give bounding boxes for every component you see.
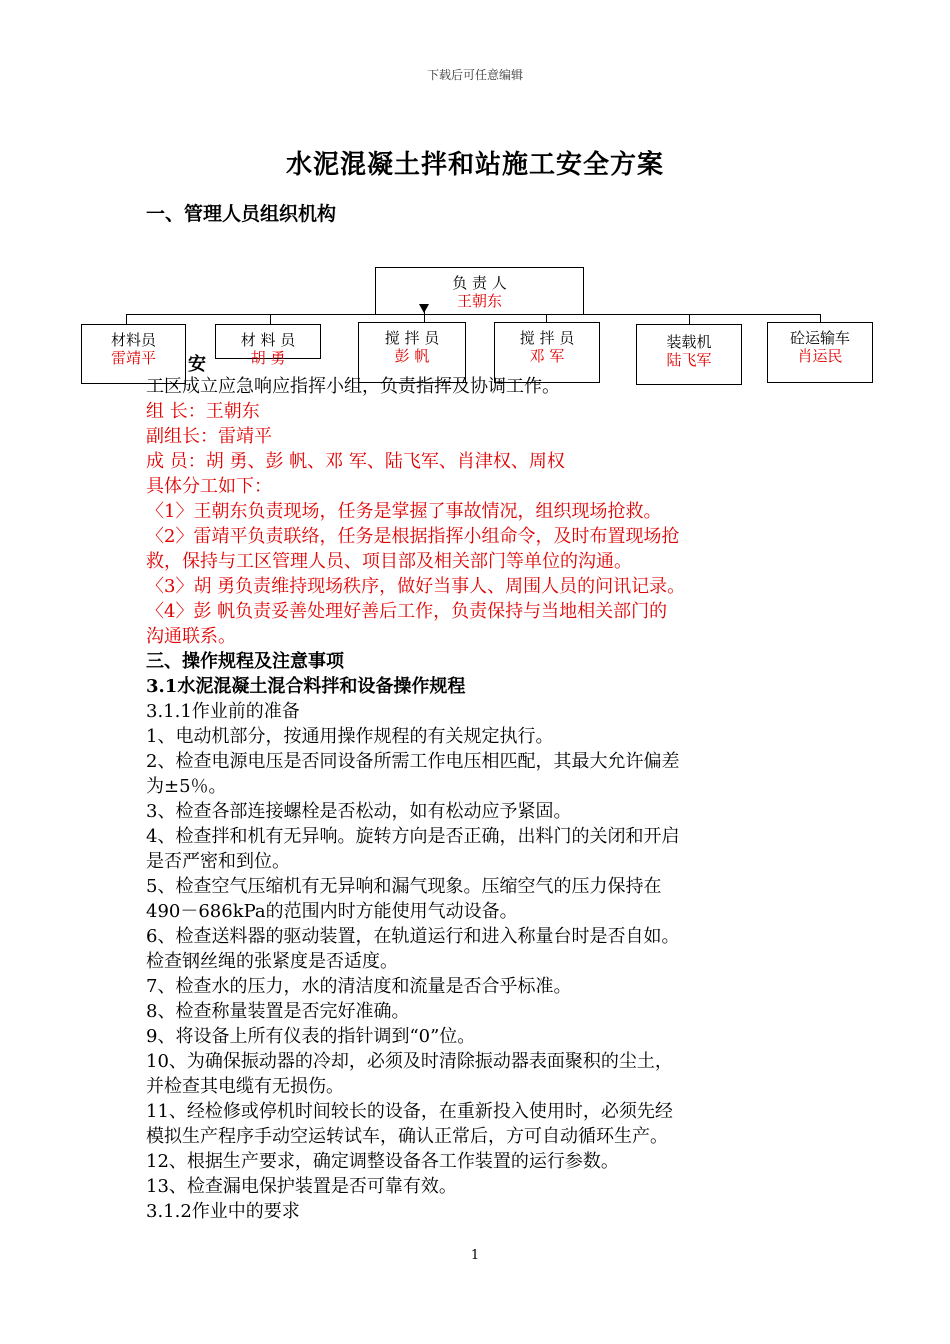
org-person: 邓 军 [529, 347, 565, 365]
org-person: 彭 帆 [394, 347, 430, 365]
body-line: 7、检查水的压力，水的清洁度和流量是否合乎标准。 [146, 976, 572, 997]
body-line: 2、检查电源电压是否同设备所需工作电压相匹配，其最大允许偏差 [146, 751, 680, 772]
body-line: 工区成立应急响应指挥小组，负责指挥及协调工作。 [146, 376, 560, 397]
org-person: 陆飞军 [666, 351, 712, 369]
body-line: 6、检查送料器的驱动装置，在轨道运行和进入称量台时是否自如。 [146, 926, 680, 947]
org-person: 王朝东 [456, 292, 502, 310]
body-line: 12、根据生产要求，确定调整设备各工作装置的运行参数。 [146, 1151, 619, 1172]
body-line: 9、将设备上所有仪表的指针调到“0”位。 [146, 1026, 476, 1047]
body-line: 3.1.1作业前的准备 [146, 701, 300, 722]
body-line: 13、检查漏电保护装置是否可靠有效。 [146, 1176, 457, 1197]
body-line: 〈1〉王朝东负责现场，任务是掌握了事故情况，组织现场抢救。 [146, 501, 662, 522]
body-line: 8、检查称量装置是否完好准确。 [146, 1001, 410, 1022]
org-role: 材 料 员 [240, 331, 296, 349]
body-line: 3.1.2作业中的要求 [146, 1201, 300, 1222]
org-person: 肖运民 [797, 347, 843, 365]
page-number: 1 [470, 1248, 480, 1263]
org-connector [126, 314, 820, 315]
body-line: 是否严密和到位。 [146, 851, 290, 872]
body-line: 〈3〉胡 勇负责维持现场秩序，做好当事人、周围人员的问讯记录。 [146, 576, 686, 597]
org-person: 雷靖平 [110, 349, 156, 367]
org-connector [126, 314, 127, 324]
body-line: 沟通联系。 [146, 626, 236, 647]
org-role: 搅 拌 员 [384, 329, 440, 347]
body-line: 具体分工如下： [146, 476, 272, 497]
header-note: 下载后可任意编辑 [426, 68, 523, 82]
body-line: 并检查其电缆有无损伤。 [146, 1076, 344, 1097]
partially-hidden-heading: 安 [188, 354, 206, 375]
body-line: 5、检查空气压缩机有无异响和漏气现象。压缩空气的压力保持在 [146, 876, 662, 897]
body-line: 10、为确保振动器的冷却，必须及时清除振动器表面聚积的尘土， [146, 1051, 673, 1072]
section-heading: 3.1水泥混凝土混合料拌和设备操作规程 [146, 676, 466, 697]
body-line: 成 员：胡 勇、彭 帆、邓 军、陆飞军、肖津权、周权 [146, 451, 565, 472]
section-heading-1: 一、管理人员组织机构 [146, 203, 337, 225]
body-line: 组 长：王朝东 [146, 401, 260, 422]
body-line: 11、经检修或停机时间较长的设备，在重新投入使用时，必须先经 [146, 1101, 673, 1122]
body-line: 副组长：雷靖平 [146, 426, 272, 447]
org-role: 装载机 [666, 333, 712, 351]
body-line: 模拟生产程序手动空运转试车，确认正常后，方可自动循环生产。 [146, 1126, 668, 1147]
body-line: 为±5％。 [146, 776, 227, 797]
arrow-icon [419, 304, 429, 313]
org-role: 搅 拌 员 [519, 329, 575, 347]
body-line: 1、电动机部分，按通用操作规程的有关规定执行。 [146, 726, 554, 747]
body-line: 3、检查各部连接螺栓是否松动，如有松动应予紧固。 [146, 801, 572, 822]
body-line: 〈4〉彭 帆负责妥善处理好善后工作，负责保持与当地相关部门的 [146, 601, 668, 622]
org-role: 材料员 [110, 331, 156, 349]
body-line: 〈2〉雷靖平负责联络，任务是根据指挥小组命令，及时布置现场抢 [146, 526, 680, 547]
org-person: 胡 勇 [250, 349, 286, 367]
org-connector [689, 314, 690, 324]
org-role: 负 责 人 [452, 274, 507, 292]
body-line: 救，保持与工区管理人员、项目部及相关部门等单位的沟通。 [146, 551, 632, 572]
org-box-member [215, 324, 321, 367]
body-line: 检查钢丝绳的张紧度是否适度。 [146, 951, 398, 972]
org-role: 砼运输车 [789, 329, 850, 347]
document-body [146, 374, 816, 1224]
org-box-head [375, 267, 584, 315]
body-line: 490－686kPa的范围内时方能使用气动设备。 [146, 901, 518, 922]
section-heading: 三、操作规程及注意事项 [146, 651, 344, 672]
document-title: 水泥混凝土拌和站施工安全方案 [285, 150, 664, 180]
body-line: 4、检查拌和机有无异响。旋转方向是否正确，出料门的关闭和开启 [146, 826, 680, 847]
